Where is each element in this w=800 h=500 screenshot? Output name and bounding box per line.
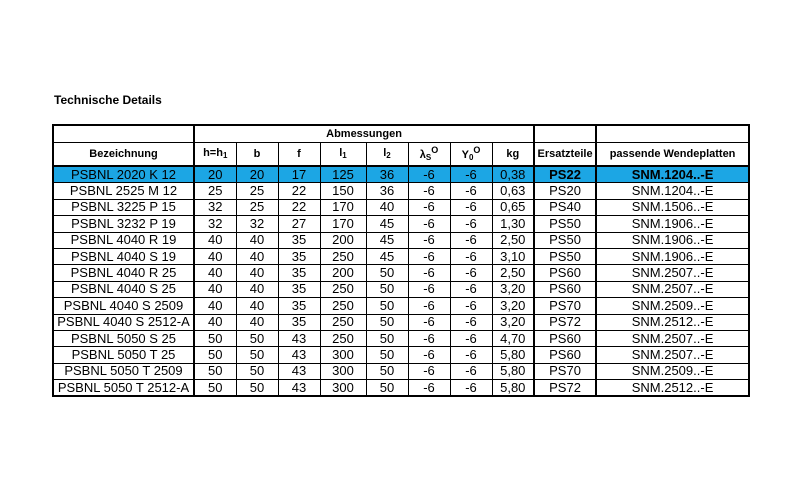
cell-l2: 50: [366, 330, 408, 346]
cell-l1: 250: [320, 281, 366, 297]
cell-kg: 3,20: [492, 298, 534, 314]
cell-b: 40: [236, 298, 278, 314]
cell-inserts: SNM.2509..-E: [596, 298, 749, 314]
cell-l1: 250: [320, 330, 366, 346]
cell-name: PSBNL 4040 R 19: [53, 232, 194, 248]
cell-spare: PS60: [534, 347, 596, 363]
cell-spare: PS40: [534, 199, 596, 215]
cell-kg: 0,63: [492, 183, 534, 199]
cell-f: 22: [278, 199, 320, 215]
cell-lambda: -6: [408, 347, 450, 363]
blank-header-cell: [596, 125, 749, 143]
cell-b: 40: [236, 314, 278, 330]
technical-details-table: [52, 124, 750, 397]
cell-gamma: -6: [450, 232, 492, 248]
cell-gamma: -6: [450, 199, 492, 215]
cell-h: 40: [194, 314, 236, 330]
cell-inserts: SNM.2507..-E: [596, 265, 749, 281]
cell-kg: 1,30: [492, 216, 534, 232]
cell-b: 50: [236, 363, 278, 379]
cell-lambda: -6: [408, 380, 450, 397]
section-title: Technische Details: [54, 93, 162, 107]
cell-gamma: -6: [450, 216, 492, 232]
cell-inserts: SNM.2509..-E: [596, 363, 749, 379]
cell-f: 35: [278, 298, 320, 314]
cell-l2: 50: [366, 363, 408, 379]
cell-inserts: SNM.1906..-E: [596, 248, 749, 264]
cell-f: 43: [278, 347, 320, 363]
cell-lambda: -6: [408, 199, 450, 215]
cell-l1: 200: [320, 232, 366, 248]
table-row: [53, 347, 749, 363]
column-header-inserts: passende Wendeplatten: [596, 143, 749, 167]
cell-lambda: -6: [408, 248, 450, 264]
cell-name: PSBNL 4040 S 2512-A: [53, 314, 194, 330]
cell-b: 40: [236, 265, 278, 281]
cell-h: 32: [194, 216, 236, 232]
cell-l1: 300: [320, 347, 366, 363]
cell-inserts: SNM.2507..-E: [596, 347, 749, 363]
column-header-l1: $l_1$: [320, 143, 366, 167]
cell-l2: 45: [366, 232, 408, 248]
cell-name: PSBNL 4040 R 25: [53, 265, 194, 281]
cell-f: 35: [278, 248, 320, 264]
cell-l2: 50: [366, 265, 408, 281]
cell-h: 40: [194, 248, 236, 264]
cell-spare: PS60: [534, 265, 596, 281]
cell-kg: 0,65: [492, 199, 534, 215]
cell-l2: 50: [366, 347, 408, 363]
cell-lambda: -6: [408, 232, 450, 248]
cell-kg: 2,50: [492, 265, 534, 281]
cell-l1: 200: [320, 265, 366, 281]
cell-spare: PS70: [534, 298, 596, 314]
cell-gamma: -6: [450, 281, 492, 297]
cell-h: 20: [194, 166, 236, 183]
table-row: [53, 363, 749, 379]
table-column-header-row: [53, 143, 749, 167]
column-header-b: b: [236, 143, 278, 167]
cell-gamma: -6: [450, 314, 492, 330]
cell-lambda: -6: [408, 166, 450, 183]
cell-kg: 3,10: [492, 248, 534, 264]
cell-kg: 5,80: [492, 347, 534, 363]
table-row: [53, 298, 749, 314]
cell-f: 27: [278, 216, 320, 232]
cell-h: 50: [194, 363, 236, 379]
column-header-spare-parts: Ersatzteile: [534, 143, 596, 167]
blank-header-cell: [534, 125, 596, 143]
cell-l1: 250: [320, 314, 366, 330]
cell-f: 43: [278, 363, 320, 379]
table-row: [53, 199, 749, 215]
cell-name: PSBNL 5050 T 25: [53, 347, 194, 363]
cell-l2: 36: [366, 166, 408, 183]
cell-lambda: -6: [408, 281, 450, 297]
cell-name: PSBNL 2525 M 12: [53, 183, 194, 199]
cell-inserts: SNM.1906..-E: [596, 232, 749, 248]
cell-name: PSBNL 5050 T 2512-A: [53, 380, 194, 397]
cell-lambda: -6: [408, 183, 450, 199]
column-header-kg: kg: [492, 143, 534, 167]
table-row: [53, 232, 749, 248]
cell-spare: PS50: [534, 232, 596, 248]
cell-spare: PS22: [534, 166, 596, 183]
cell-b: 40: [236, 281, 278, 297]
cell-l2: 40: [366, 199, 408, 215]
cell-gamma: -6: [450, 166, 492, 183]
blank-header-cell: [53, 125, 194, 143]
cell-spare: PS50: [534, 248, 596, 264]
table-row: [53, 281, 749, 297]
cell-l1: 125: [320, 166, 366, 183]
cell-inserts: SNM.1906..-E: [596, 216, 749, 232]
table-body: [53, 166, 749, 396]
dimensions-group-header: Abmessungen: [194, 125, 534, 143]
cell-inserts: SNM.1506..-E: [596, 199, 749, 215]
cell-spare: PS70: [534, 363, 596, 379]
cell-inserts: SNM.2507..-E: [596, 281, 749, 297]
table-row: [53, 248, 749, 264]
cell-lambda: -6: [408, 363, 450, 379]
cell-h: 32: [194, 199, 236, 215]
cell-l1: 300: [320, 380, 366, 397]
cell-name: PSBNL 4040 S 19: [53, 248, 194, 264]
cell-gamma: -6: [450, 265, 492, 281]
cell-gamma: -6: [450, 298, 492, 314]
cell-gamma: -6: [450, 380, 492, 397]
table-row: [53, 380, 749, 397]
table-row: [53, 183, 749, 199]
cell-b: 32: [236, 216, 278, 232]
cell-f: 22: [278, 183, 320, 199]
cell-f: 35: [278, 281, 320, 297]
cell-h: 50: [194, 330, 236, 346]
cell-l2: 45: [366, 216, 408, 232]
cell-l2: 50: [366, 281, 408, 297]
column-header-lambda: $\lambda_S^O$: [408, 143, 450, 167]
cell-l2: 45: [366, 248, 408, 264]
cell-f: 35: [278, 232, 320, 248]
column-header-name: Bezeichnung: [53, 143, 194, 167]
cell-gamma: -6: [450, 363, 492, 379]
cell-f: 35: [278, 314, 320, 330]
cell-gamma: -6: [450, 347, 492, 363]
cell-b: 50: [236, 330, 278, 346]
table-row: [53, 330, 749, 346]
cell-kg: 3,20: [492, 314, 534, 330]
cell-l1: 170: [320, 199, 366, 215]
table-group-header-row: [53, 125, 749, 143]
cell-kg: 4,70: [492, 330, 534, 346]
cell-l1: 300: [320, 363, 366, 379]
column-header-gamma: $Y_0^O$: [450, 143, 492, 167]
cell-h: 40: [194, 281, 236, 297]
cell-name: PSBNL 3232 P 19: [53, 216, 194, 232]
cell-inserts: SNM.2507..-E: [596, 330, 749, 346]
cell-l1: 150: [320, 183, 366, 199]
cell-l1: 170: [320, 216, 366, 232]
cell-spare: PS20: [534, 183, 596, 199]
column-header-f: f: [278, 143, 320, 167]
cell-spare: PS72: [534, 314, 596, 330]
cell-l2: 50: [366, 380, 408, 397]
cell-inserts: SNM.1204..-E: [596, 166, 749, 183]
cell-kg: 5,80: [492, 363, 534, 379]
cell-h: 40: [194, 298, 236, 314]
cell-b: 40: [236, 248, 278, 264]
cell-l1: 250: [320, 248, 366, 264]
cell-kg: 3,20: [492, 281, 534, 297]
cell-spare: PS72: [534, 380, 596, 397]
cell-b: 25: [236, 183, 278, 199]
cell-gamma: -6: [450, 248, 492, 264]
cell-spare: PS50: [534, 216, 596, 232]
cell-kg: 0,38: [492, 166, 534, 183]
column-header-l2: $l_2$: [366, 143, 408, 167]
cell-name: PSBNL 4040 S 2509: [53, 298, 194, 314]
table-row: [53, 166, 749, 183]
cell-inserts: SNM.1204..-E: [596, 183, 749, 199]
cell-f: 35: [278, 265, 320, 281]
cell-b: 20: [236, 166, 278, 183]
cell-h: 50: [194, 380, 236, 397]
cell-spare: PS60: [534, 281, 596, 297]
cell-lambda: -6: [408, 216, 450, 232]
cell-kg: 5,80: [492, 380, 534, 397]
cell-b: 25: [236, 199, 278, 215]
cell-spare: PS60: [534, 330, 596, 346]
column-header-h: $h=h_1$: [194, 143, 236, 167]
cell-lambda: -6: [408, 330, 450, 346]
table-row: [53, 216, 749, 232]
cell-name: PSBNL 3225 P 15: [53, 199, 194, 215]
cell-lambda: -6: [408, 298, 450, 314]
cell-h: 40: [194, 232, 236, 248]
cell-b: 40: [236, 232, 278, 248]
cell-b: 50: [236, 347, 278, 363]
cell-lambda: -6: [408, 265, 450, 281]
table-row: [53, 314, 749, 330]
cell-l2: 36: [366, 183, 408, 199]
cell-gamma: -6: [450, 330, 492, 346]
cell-name: PSBNL 5050 S 25: [53, 330, 194, 346]
cell-name: PSBNL 5050 T 2509: [53, 363, 194, 379]
cell-lambda: -6: [408, 314, 450, 330]
table-row: [53, 265, 749, 281]
cell-gamma: -6: [450, 183, 492, 199]
cell-l2: 50: [366, 314, 408, 330]
cell-b: 50: [236, 380, 278, 397]
cell-f: 43: [278, 330, 320, 346]
cell-name: PSBNL 4040 S 25: [53, 281, 194, 297]
cell-h: 50: [194, 347, 236, 363]
cell-l2: 50: [366, 298, 408, 314]
cell-inserts: SNM.2512..-E: [596, 314, 749, 330]
cell-h: 40: [194, 265, 236, 281]
cell-l1: 250: [320, 298, 366, 314]
cell-f: 43: [278, 380, 320, 397]
cell-kg: 2,50: [492, 232, 534, 248]
cell-h: 25: [194, 183, 236, 199]
cell-inserts: SNM.2512..-E: [596, 380, 749, 397]
cell-f: 17: [278, 166, 320, 183]
cell-name: PSBNL 2020 K 12: [53, 166, 194, 183]
